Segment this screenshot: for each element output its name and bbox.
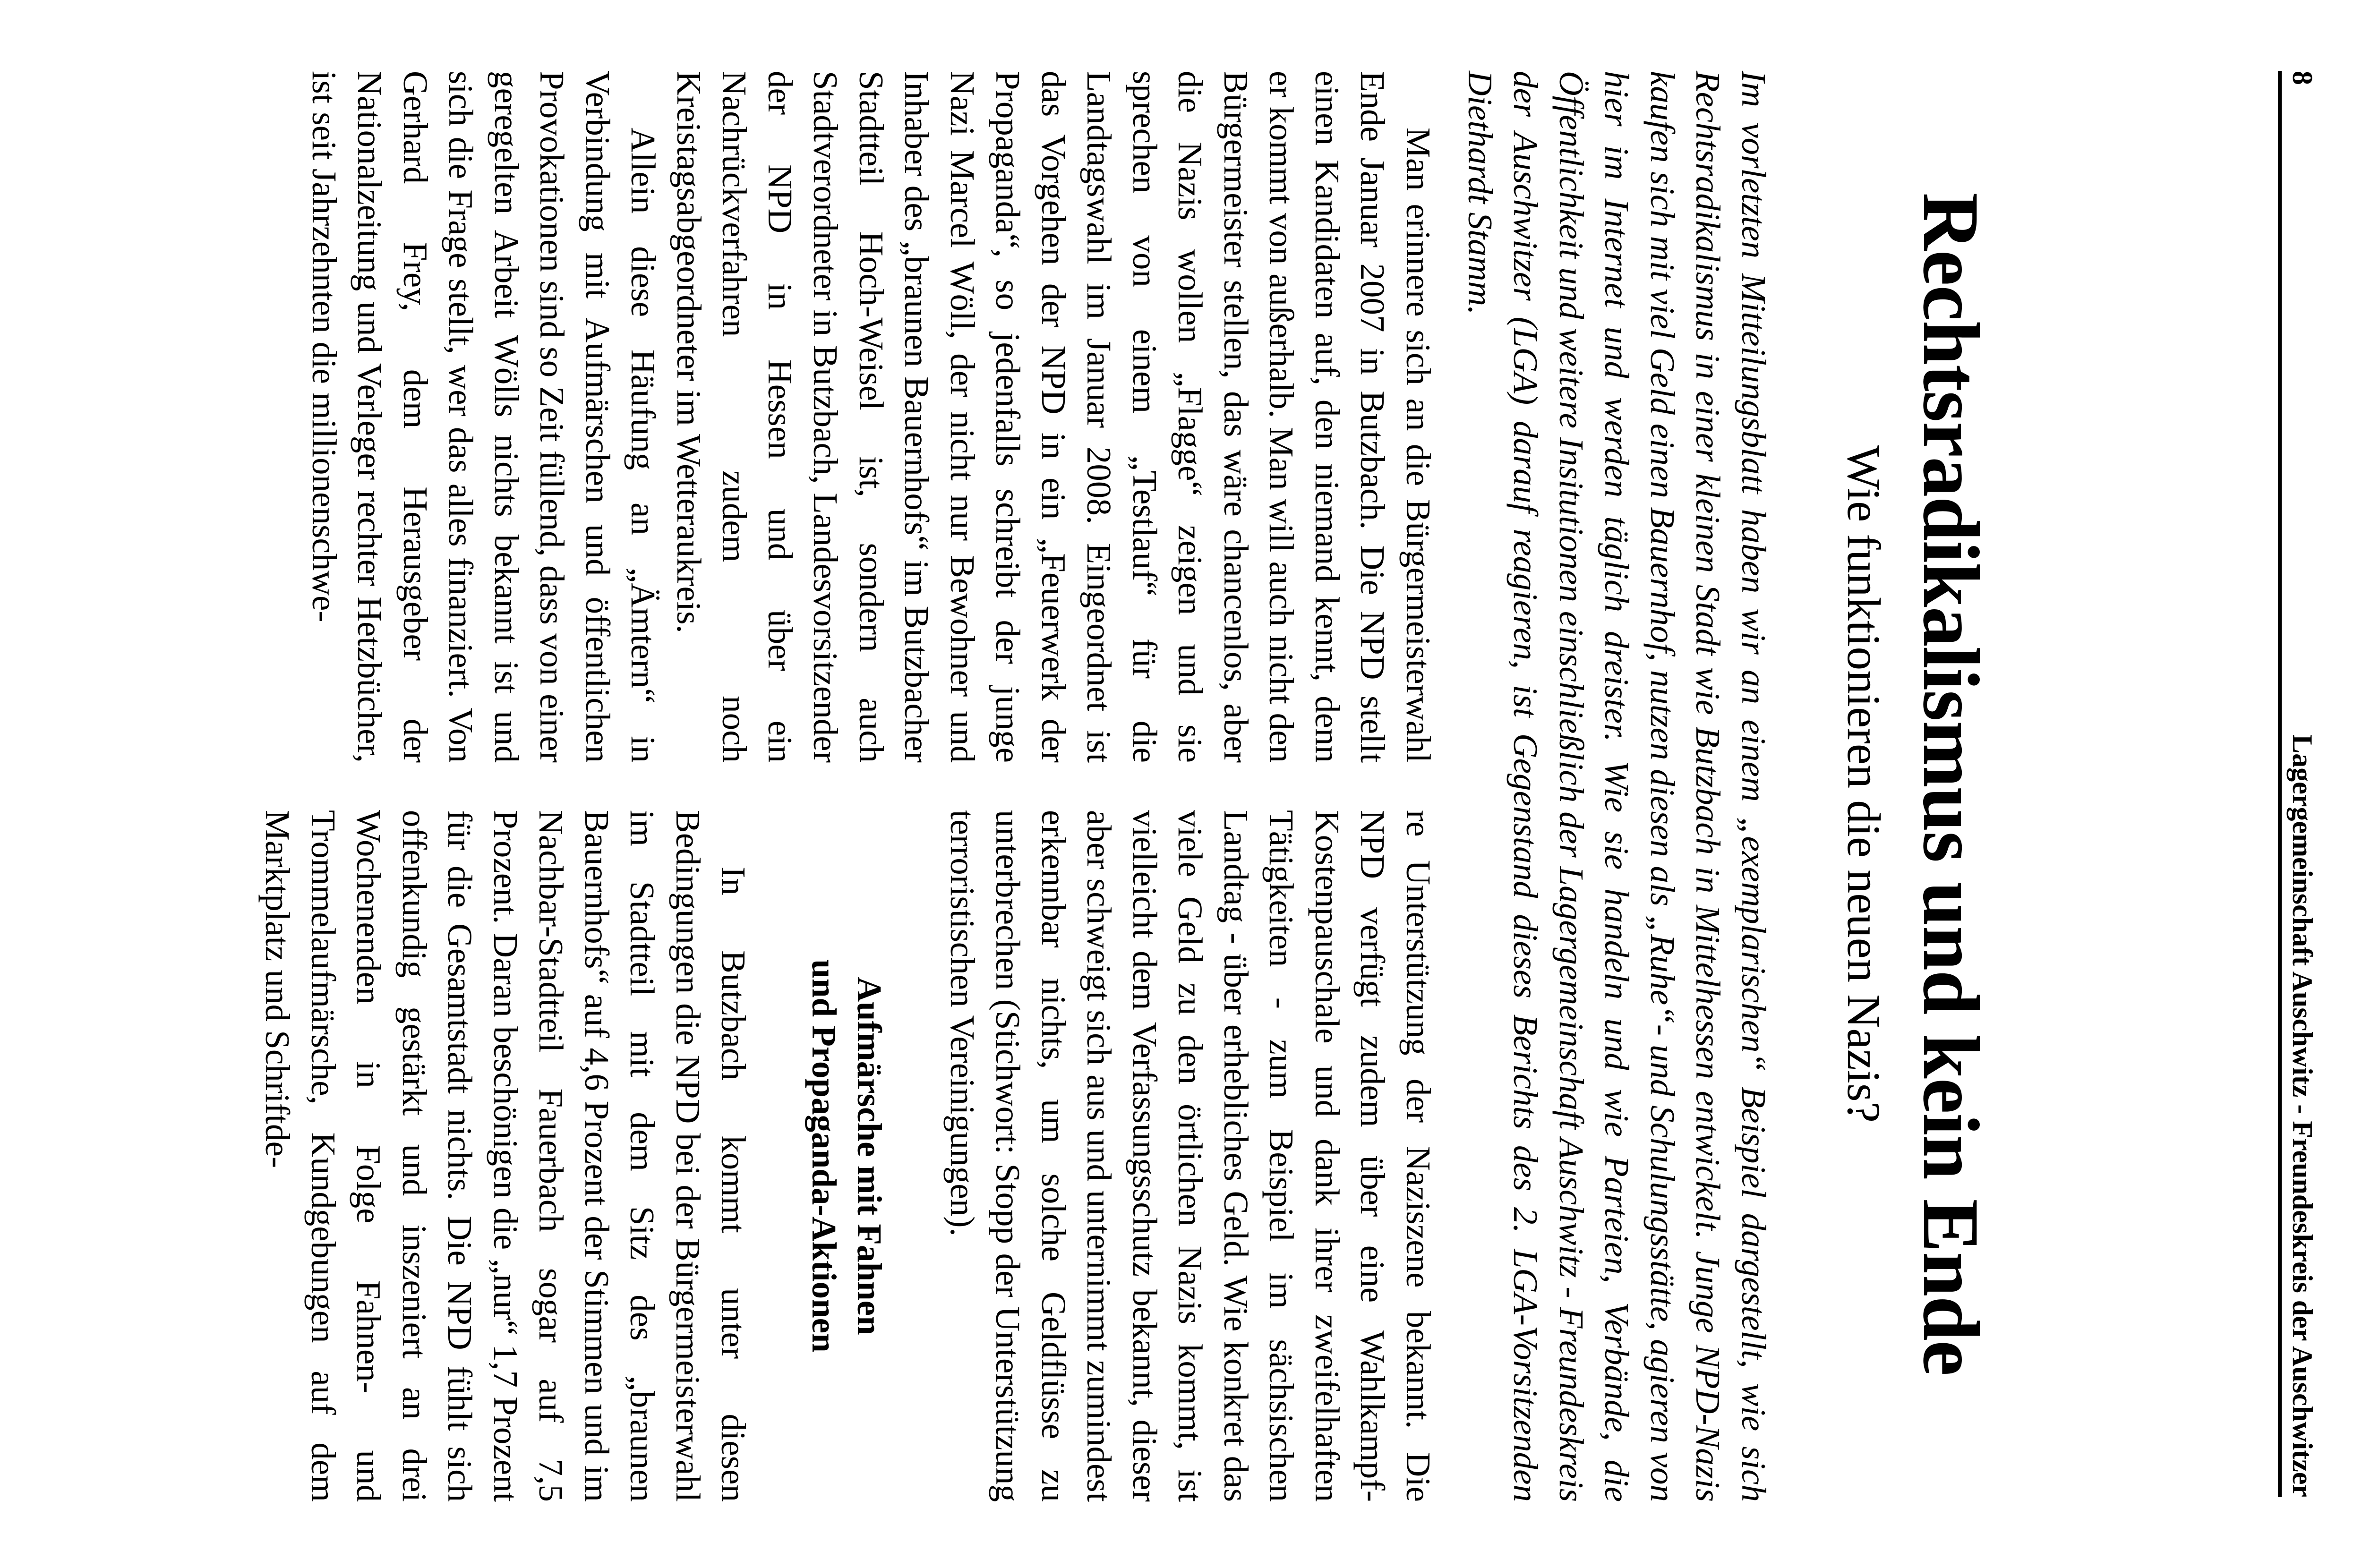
right-column [255, 810, 1441, 1502]
subheading-line: Aufmärsche mit Fahnen [850, 977, 889, 1335]
left-column [301, 71, 1441, 763]
page-header [2278, 71, 2320, 1497]
article-lead: Im vorletzten Mitteilungsblatt haben wir an einem „exemplarischen“ Beispiel dargestellt, wie sich Rechtsradikalismus in einer kleinen Stadt wie Butzbach in Mittelhessen entwickelt. Junge NPD-Nazis kaufen sich mit viel Geld einen Bauernhof, nutzen diesen als „Ruhe“- und Schulungsstätte, agieren von hier im Internet und werden täglich dreister. Wie sie handeln und wie Parteien, Verbände, die Öffentlichkeit und weitere Insitutionen einschließlich der Lagergemeinschaft Auschwitz - Freundeskreis der Auschwitzer (LGA) darauf reagieren, ist Gegenstand dieses Berichts des 2. LGA-Vorsitzenden Diethardt Stamm. [1461, 71, 1773, 1502]
paragraph: re Unterstützung der Naziszene bekannt. Die NPD verfügt zudem über eine Wahlkampf-Kostenpauschale und dank ihrer zweifelhaften Tätigkeiten - zum Beispiel im sächsischen Landtag - über erhebliches Geld. Wie konkret das viele Geld zu den örtlichen Nazis kommt, ist vielleicht dem Verfassungsschutz bekannt, dieser aber schweigt sich aus und unternimmt zumindest erkennbar nichts, um solche Geldflüsse zu unterbrechen (Stichwort: Stopp der Unterstützung terroristischen Vereinigungen). [943, 810, 1438, 1502]
subheading-line: und Propaganda-Aktionen [805, 959, 844, 1353]
running-head: Lagergemeinschaft Auschwitz - Freundeskreis der Auschwitzer [2287, 734, 2318, 1497]
page-number: 8 [2287, 71, 2318, 85]
section-subheading [802, 810, 892, 1502]
paragraph: Allein diese Häufung an „Ämtern“ in Verbindung mit Aufmärschen und öffentlichen Provokationen sind so Zeit füllend, dass von einer geregelten Arbeit Wölls nichts bekannt ist und sich die Frage stellt, wer das alles finanziert. Von Gerhard Frey, dem Herausgeber der Nationalzeitung und Verleger rechter Hetzbücher, ist seit Jahrzehnten die millionenschwe- [305, 71, 663, 763]
paragraph: In Butzbach kommt unter diesen Bedingungen die NPD bei der Bürgermeisterwahl im Stadtteil mit dem Sitz des „braunen Bauernhofs“ auf 4,6 Prozent der Stimmen und im Nachbar-Stadtteil Fauerbach sogar auf 7,5 Prozent. Daran beschönigen die „nur“ 1,7 Prozent für die Gesamtstadt nichts. Die NPD fühlt sich offenkundig gestärkt und inszeniert an drei Wochenenden in Folge Fahnen- und Trommelaufmärsche, Kundgebungen auf dem Marktplatz und Schriftde- [258, 810, 753, 1502]
paragraph: Man erinnere sich an die Bürgermeisterwahl Ende Januar 2007 in Butzbach. Die NPD stellt einen Kandidaten auf, den niemand kennt, denn er kommt von außerhalb. Man will auch nicht den Bürgermeister stellen, das wäre chancenlos, aber die Nazis wollen „Flagge“ zeigen und sie sprechen von einem „Testlauf“ für die Landtagswahl im Januar 2008. Eingeordnet ist das Vorgehen der NPD in ein „Feuerwerk der Propaganda“, so jedenfalls schreibt der junge Nazi Marcel Wöll, der nicht nur Bewohner und Inhaber des „braunen Bauernhofs“ im Butzbacher Stadtteil Hoch-Weisel ist, sondern auch Stadtverordneter in Butzbach, Landesvorsitzender der NPD in Hessen und über ein Nachrückverfahren zudem noch Kreistagsabgeordneter im Wetteraukreis. [670, 71, 1438, 763]
article-subtitle: Wie funktionieren die neuen Nazis? [1838, 445, 1890, 1123]
article-title: Rechtsradikalismus und kein Ende [1907, 192, 1995, 1376]
